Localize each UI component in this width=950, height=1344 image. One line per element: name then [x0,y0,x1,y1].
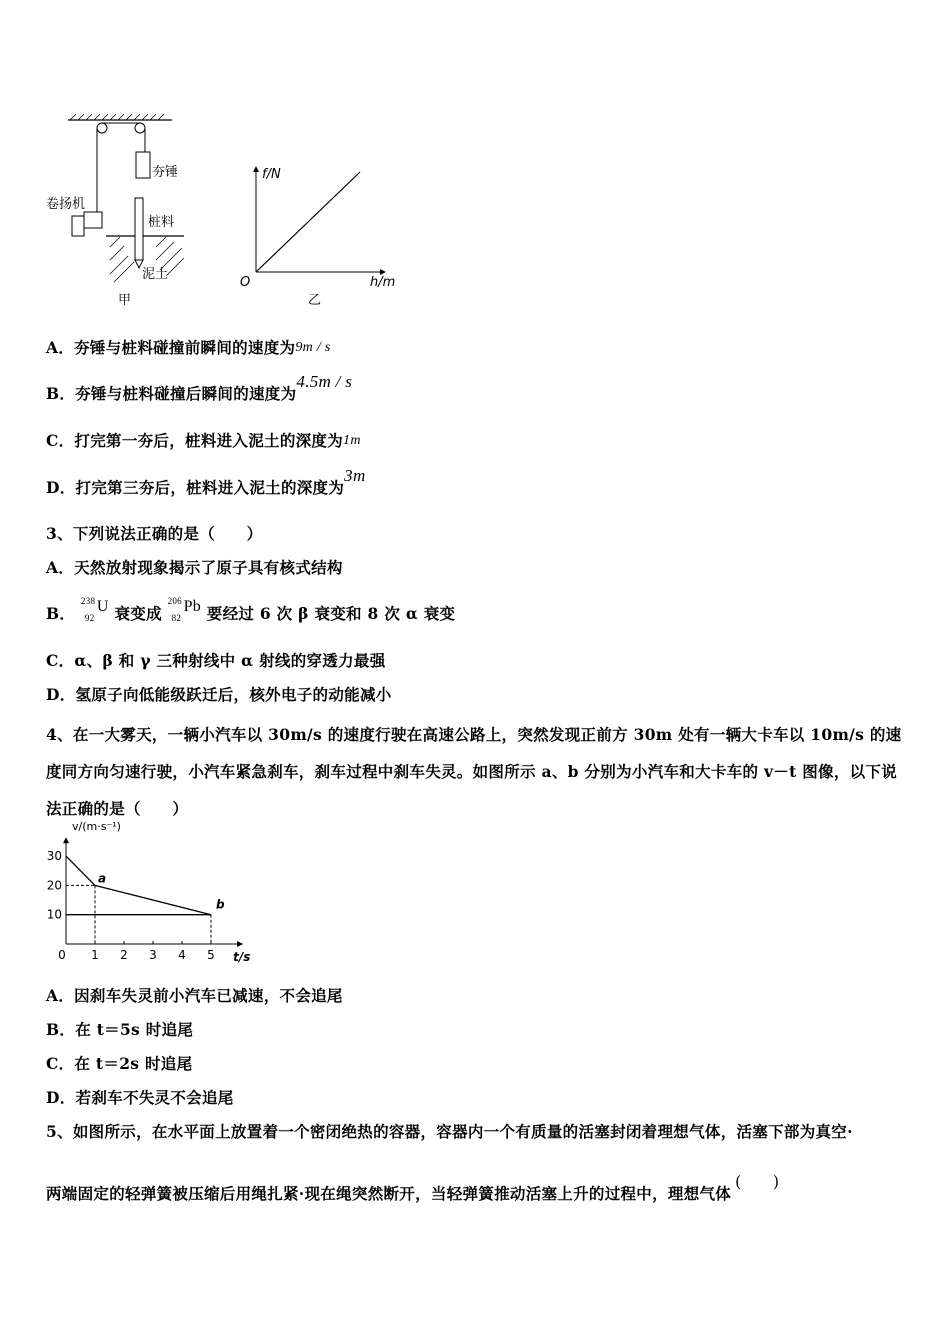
x-tick-label: 1 [91,948,99,962]
x-axis-arrow [237,941,243,947]
y-tick-label: 10 [46,907,62,922]
q2-option-c-value: 1m [343,433,361,448]
label-winch: 卷扬机 [46,197,86,212]
q5-line-2: 两端固定的轻弹簧被压缩后用绳扎紧·现在绳突然断开，当轻弹簧推动活塞上升的过程中，理想气体( ) [46,1173,780,1203]
q4-stem: 4、在一大雾天，一辆小汽车以 30m/s 的速度行驶在高速公路上，突然发现正前方 30m 处有一辆大卡车以 10m/s 的速度同方向匀速行驶，小汽车紧急刹车，刹车过程中刹车失灵。如图所示 a、b 分别为小汽车和大卡车的 v－t 图像，以下说法正确的是（ ） [46,725,902,818]
q5-paren: ( ) [735,1173,780,1191]
q2-option-d: D．打完第三夯后，桩料进入泥土的深度为3m [46,466,366,497]
label-soil: 泥土 [142,267,169,282]
x-tick-label: 5 [207,948,215,962]
x-tick-label: 4 [178,948,186,962]
y-axis-label: v/(m·s⁻¹) [72,820,121,833]
q2-option-a-value: 9m / s [295,340,331,355]
q3-option-a: A．天然放射现象揭示了原子具有核式结构 [46,558,343,577]
series-b-label: b [216,897,225,912]
x-axis-label: t/s [233,950,251,964]
uranium-isotope: 238 92 U [80,596,109,623]
q4-option-b: B．在 t＝5s 时追尾 [46,1020,194,1039]
x-tick-label: 2 [120,948,128,962]
label-pile: 桩料 [148,215,175,230]
label-hammer: 夯锤 [152,165,179,180]
x-tick-label: 0 [58,948,66,962]
q3-option-c: C．α、β 和 γ 三种射线中 α 射线的穿透力最强 [46,651,386,670]
q3-stem: 3、下列说法正确的是（ ） [46,524,263,543]
vt-chart [44,816,254,966]
y-axis-label: f/N [262,167,281,182]
y-axis-arrow [63,837,69,843]
q2-option-b: B．夯锤与桩料碰撞后瞬间的速度为4.5m / s [46,372,353,403]
q2-option-d-value: 3m [344,466,366,485]
q3-option-b: B． 238 92 U 衰变成 206 82 Pb 要经过 6 次 β 衰变和 8 次 α 衰变 [46,596,456,623]
q4-option-a: A．因刹车失灵前小汽车已减速，不会追尾 [46,986,343,1005]
caption-yi: 乙 [308,293,322,308]
y-tick-label: 20 [46,878,62,893]
q2-option-b-value: 4.5m / s [296,372,353,391]
q4-option-c: C．在 t＝2s 时追尾 [46,1054,193,1073]
q3-option-d: D．氢原子向低能级跃迁后，核外电子的动能减小 [46,685,392,704]
q4-option-d: D．若刹车不失灵不会追尾 [46,1088,234,1107]
q5-line-1: 5、如图所示，在水平面上放置着一个密闭绝热的容器，容器内一个有质量的活塞封闭着理想气体，活塞下部为真空· [46,1122,853,1141]
y-tick-label: 30 [46,849,62,864]
lead-isotope: 206 82 Pb [167,596,202,623]
q2-option-c: C．打完第一夯后，桩料进入泥土的深度为1m [46,431,361,450]
series-a-label: a [98,871,107,886]
q2-option-a: A．夯锤与桩料碰撞前瞬间的速度为9m / s [46,338,331,357]
figure-yi [232,160,402,310]
origin-label: O [240,275,251,290]
x-tick-label: 3 [149,948,157,962]
caption-jia: 甲 [118,293,132,308]
x-axis-label: h/m [370,275,396,290]
figure-jia [44,112,204,312]
